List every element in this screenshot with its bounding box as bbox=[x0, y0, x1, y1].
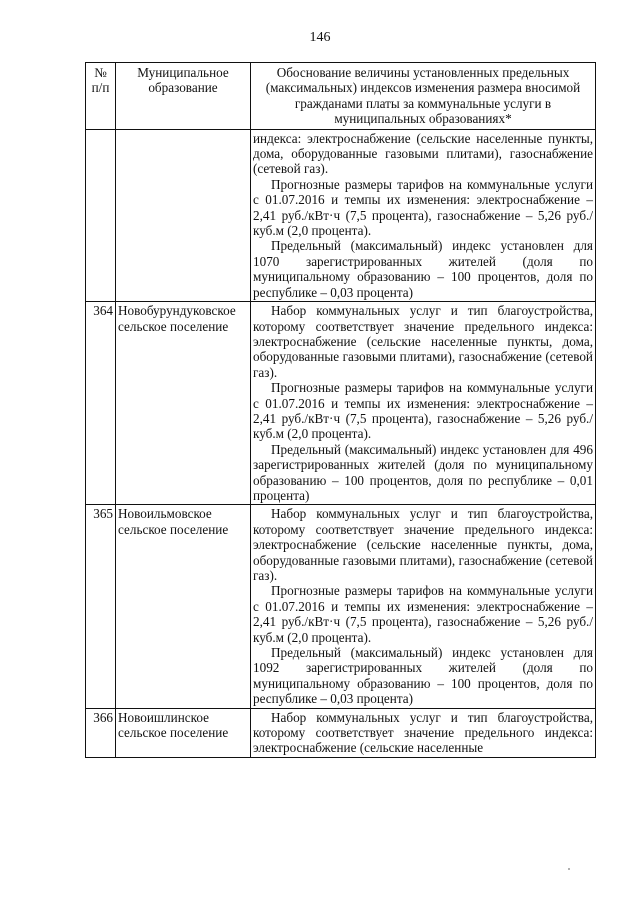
row-num bbox=[86, 129, 116, 301]
table-row bbox=[86, 302, 596, 505]
municipality-type: сельское поселение bbox=[118, 521, 229, 537]
row-num: 366 bbox=[86, 708, 116, 757]
page-number: 146 bbox=[309, 30, 331, 45]
row-municipality bbox=[116, 708, 251, 757]
justification-paragraph: Предельный (максимальный) индекс установлен для 1070 зарегистрированных жителей (доля по муниципальному образованию – 100 процентов, доля по республике – 0,03 процента) bbox=[253, 238, 593, 300]
row-municipality bbox=[116, 505, 251, 708]
justification-paragraph: Прогнозные размеры тарифов на коммунальные услуги с 01.07.2016 и темпы их изменения: электроснабжение – 2,41 руб./кВт·ч (7,5 процента), газоснабжение – 5,26 руб./куб.м (2,0 процента). bbox=[253, 380, 593, 442]
municipality-name: Новоишлинское bbox=[118, 709, 209, 725]
row-municipality bbox=[116, 129, 251, 301]
row-justification bbox=[251, 505, 596, 708]
justification-paragraph: Набор коммунальных услуг и тип благоустройства, которому соответствует значение предельного индекса: электроснабжение (сельские населенные пункты, дома, оборудованные газовыми плитами), газоснабжение (сетевой газ). bbox=[253, 506, 593, 583]
row-municipality bbox=[116, 302, 251, 505]
justification-paragraph: Прогнозные размеры тарифов на коммунальные услуги с 01.07.2016 и темпы их изменения: электроснабжение – 2,41 руб./кВт·ч (7,5 процента), газоснабжение – 5,26 руб./куб.м (2,0 процента). bbox=[253, 583, 593, 645]
scan-speck bbox=[568, 868, 570, 870]
header-municipality: Муниципальное образование bbox=[116, 63, 251, 130]
row-num: 365 bbox=[86, 505, 116, 708]
justification-paragraph: Набор коммунальных услуг и тип благоустройства, которому соответствует значение предельного индекса: электроснабжение (сельские населенные пункты, дома, оборудованные газовыми плитами), газоснабжение (сетевой газ). bbox=[253, 303, 593, 380]
header-num: № п/п bbox=[86, 63, 116, 130]
table-header-row bbox=[86, 63, 596, 130]
justification-paragraph: Прогнозные размеры тарифов на коммунальные услуги с 01.07.2016 и темпы их изменения: электроснабжение – 2,41 руб./кВт·ч (7,5 процента), газоснабжение – 5,26 руб./куб.м (2,0 процента). bbox=[253, 176, 593, 239]
row-justification bbox=[251, 302, 596, 505]
tariff-index-table bbox=[85, 62, 596, 758]
row-num: 364 bbox=[86, 302, 116, 505]
justification-paragraph: индекса: электроснабжение (сельские населенные пункты, дома, оборудованные газовыми плитами), газоснабжение (сетевой газ). bbox=[253, 130, 593, 177]
municipality-name: Новобурундуковское bbox=[118, 303, 236, 319]
justification-paragraph: Предельный (максимальный) индекс установлен для 496 зарегистрированных жителей (доля по муниципальному образованию – 100 процентов, доля по республике – 0,01 процента) bbox=[253, 441, 593, 503]
row-justification bbox=[251, 708, 596, 757]
table-row bbox=[86, 708, 596, 757]
municipality-name: Новоильмовское bbox=[118, 506, 212, 522]
table-row-continuation bbox=[86, 129, 596, 301]
justification-paragraph: Набор коммунальных услуг и тип благоустройства, которому соответствует значение предельного индекса: электроснабжение (сельские населенные bbox=[253, 709, 593, 756]
table-row bbox=[86, 505, 596, 708]
municipality-type: сельское поселение bbox=[118, 318, 229, 334]
header-justification: Обоснование величины установленных предельных (максимальных) индексов изменения размера вносимой гражданами платы за коммунальные услуги в муниципальных образованиях* bbox=[251, 63, 596, 130]
row-justification bbox=[251, 129, 596, 301]
justification-paragraph: Предельный (максимальный) индекс установлен для 1092 зарегистрированных жителей (доля по муниципальному образованию – 100 процентов, доля по республике – 0,03 процента) bbox=[253, 645, 593, 707]
municipality-type: сельское поселение bbox=[118, 725, 229, 741]
